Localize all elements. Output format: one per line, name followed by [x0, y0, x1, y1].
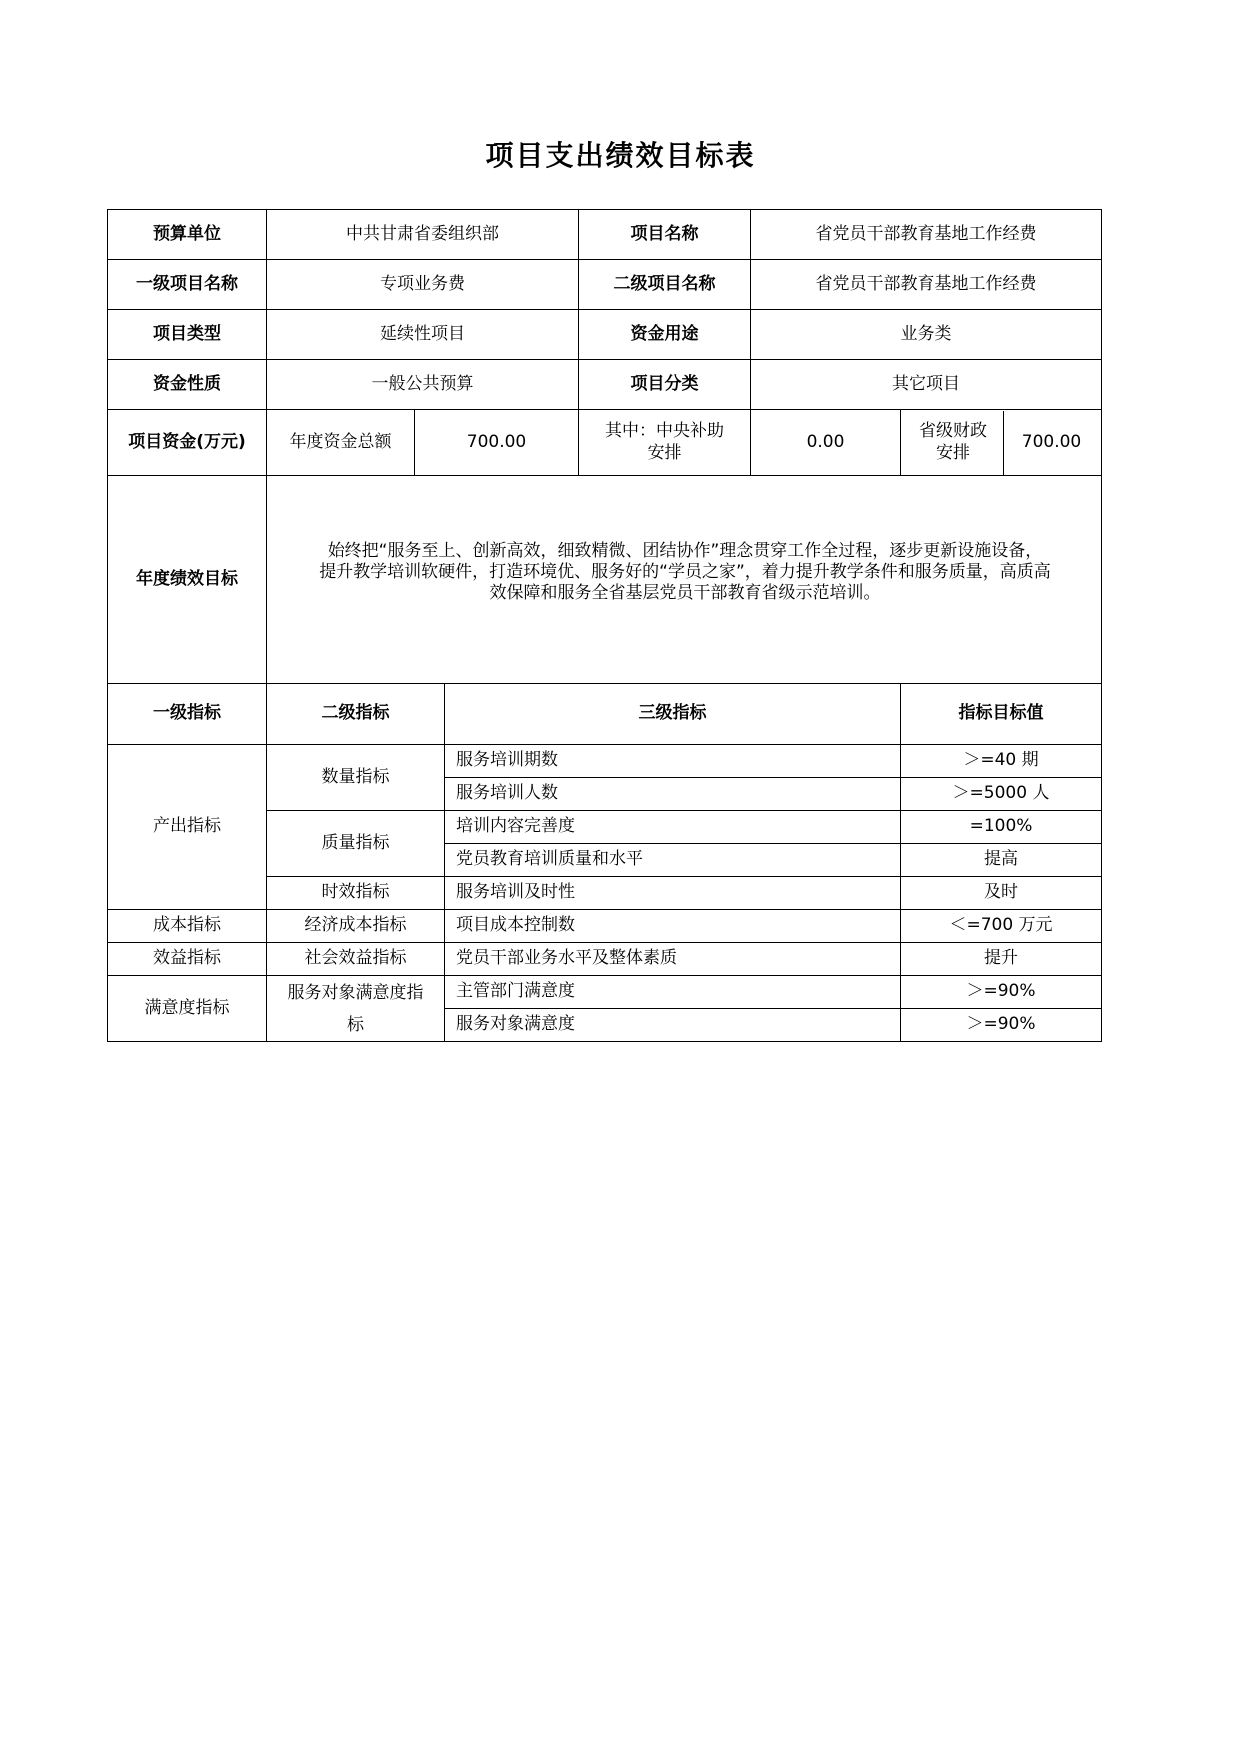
annual-goal-text: [267, 476, 1102, 684]
provincial-label: [901, 410, 1102, 476]
fund-nature-value: 一般公共预算: [267, 360, 579, 410]
annual-goal-row: [108, 476, 1102, 684]
indicator-target: ＞=90%: [901, 976, 1102, 1009]
fund-use-value: 业务类: [751, 310, 1102, 360]
project-category-label: 项目分类: [579, 360, 751, 410]
project-name-label: 项目名称: [579, 210, 751, 260]
project-category-value: 其它项目: [751, 360, 1102, 410]
service-satisfaction-indicator-label: [267, 976, 445, 1042]
project-type-label: 项目类型: [108, 310, 267, 360]
indicator-name: 党员教育培训质量和水平: [445, 844, 901, 877]
info-row-project-type: [108, 310, 1102, 360]
info-row-project-levels: [108, 260, 1102, 310]
annual-goal-line2: 提升教学培训软硬件，打造环境优、服务好的“学员之家”，着力提升教学条件和服务质量，高质高: [319, 561, 1051, 582]
indicator-name: 服务培训人数: [445, 778, 901, 811]
project-name-value: 省党员干部教育基地工作经费: [751, 210, 1102, 260]
quality-indicator-label: 质量指标: [267, 811, 445, 877]
performance-target-table: [107, 209, 1102, 1042]
indicator-name: 项目成本控制数: [445, 910, 901, 943]
funds-row: [108, 410, 1102, 476]
annual-total-label: 年度资金总额: [267, 410, 415, 476]
indicator-target: =100%: [901, 811, 1102, 844]
level2-project-label: 二级项目名称: [579, 260, 751, 310]
provincial-label-line1: 省级财政: [919, 421, 988, 442]
quantity-indicator-label: 数量指标: [267, 745, 445, 811]
header-level2: 二级指标: [267, 684, 445, 745]
indicator-target: 提升: [901, 943, 1102, 976]
indicator-header-row: [108, 684, 1102, 745]
budget-unit-value: 中共甘肃省委组织部: [267, 210, 579, 260]
table-row: [108, 943, 1102, 976]
economic-cost-indicator-label: 经济成本指标: [267, 910, 445, 943]
benefit-indicator-label: 效益指标: [108, 943, 267, 976]
header-level1: 一级指标: [108, 684, 267, 745]
indicator-target: ＞=90%: [901, 1009, 1102, 1042]
cost-indicator-label: 成本指标: [108, 910, 267, 943]
provincial-label-line2: 安排: [936, 442, 971, 463]
indicator-name: 服务培训期数: [445, 745, 901, 778]
table-row: [108, 910, 1102, 943]
indicator-name: 培训内容完善度: [445, 811, 901, 844]
central-subsidy-label-line1: 其中：中央补助: [605, 421, 725, 442]
satisfaction-indicator-label: 满意度指标: [108, 976, 267, 1042]
info-row-budget-unit: [108, 210, 1102, 260]
indicator-name: 主管部门满意度: [445, 976, 901, 1009]
table-row: [108, 745, 1102, 778]
indicator-target: 提高: [901, 844, 1102, 877]
level1-project-label: 一级项目名称: [108, 260, 267, 310]
project-type-value: 延续性项目: [267, 310, 579, 360]
indicator-name: 服务培训及时性: [445, 877, 901, 910]
central-subsidy-value: 0.00: [751, 410, 901, 476]
indicator-target: 及时: [901, 877, 1102, 910]
provincial-split: [903, 411, 1099, 475]
annual-total-value: 700.00: [415, 410, 579, 476]
annual-goal-label: 年度绩效目标: [108, 476, 267, 684]
social-benefit-indicator-label: 社会效益指标: [267, 943, 445, 976]
central-subsidy-label-line2: 安排: [647, 442, 682, 463]
fund-nature-label: 资金性质: [108, 360, 267, 410]
annual-goal-line3: 效保障和服务全省基层党员干部教育省级示范培训。: [489, 583, 881, 604]
header-level3: 三级指标: [445, 684, 901, 745]
page-title: 项目支出绩效目标表: [485, 139, 756, 172]
table-row: [108, 976, 1102, 1009]
indicator-target: ＞=5000 人: [901, 778, 1102, 811]
annual-goal-line1: 始终把“服务至上、创新高效，细致精微、团结协作”理念贯穿工作全过程，逐步更新设施设备，: [327, 540, 1043, 561]
output-indicator-label: 产出指标: [108, 745, 267, 910]
fund-use-label: 资金用途: [579, 310, 751, 360]
provincial-value: 700.00: [1021, 431, 1082, 452]
project-funds-label: 项目资金(万元): [108, 410, 267, 476]
service-satisfaction-label-line2: 标: [347, 1015, 364, 1035]
info-row-fund-nature: [108, 360, 1102, 410]
provincial-label-cell: [903, 411, 1004, 475]
level1-project-value: 专项业务费: [267, 260, 579, 310]
indicator-target: ＜=700 万元: [901, 910, 1102, 943]
indicator-target: ＞=40 期: [901, 745, 1102, 778]
indicator-name: 服务对象满意度: [445, 1009, 901, 1042]
timeliness-indicator-label: 时效指标: [267, 877, 445, 910]
service-satisfaction-label-line1: 服务对象满意度指: [287, 983, 424, 1003]
budget-unit-label: 预算单位: [108, 210, 267, 260]
level2-project-value: 省党员干部教育基地工作经费: [751, 260, 1102, 310]
indicator-name: 党员干部业务水平及整体素质: [445, 943, 901, 976]
central-subsidy-label: [579, 410, 751, 476]
header-target: 指标目标值: [901, 684, 1102, 745]
